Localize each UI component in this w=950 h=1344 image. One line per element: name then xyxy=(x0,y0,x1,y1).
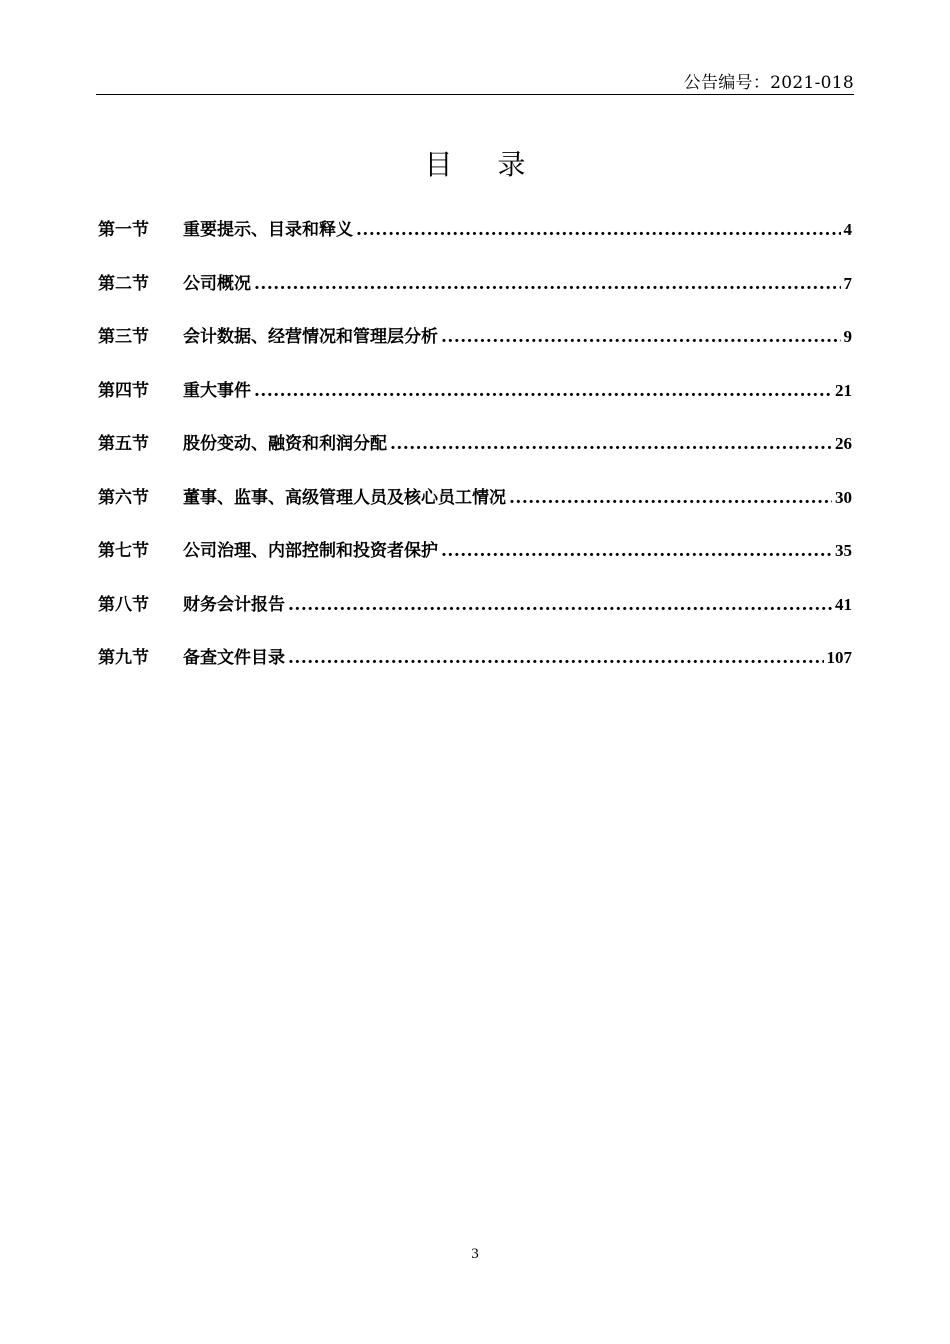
toc-dot-leader xyxy=(509,490,832,507)
toc-section-title: 重大事件 xyxy=(183,380,251,401)
toc-section-number: 第四节 xyxy=(98,380,149,401)
toc-entry-2[interactable] xyxy=(98,269,852,323)
toc-dot-leader xyxy=(390,436,832,453)
toc-section-number: 第一节 xyxy=(98,220,149,240)
toc-page-number: 4 xyxy=(843,220,852,239)
toc-section-number: 第八节 xyxy=(98,594,149,615)
toc-entry-8[interactable] xyxy=(98,590,852,644)
toc-section-title: 董事、监事、高级管理人员及核心员工情况 xyxy=(183,487,506,508)
toc-section-number: 第七节 xyxy=(98,541,149,561)
toc-list xyxy=(98,215,852,697)
toc-dot-leader xyxy=(356,222,841,239)
toc-page-number: 35 xyxy=(835,541,852,560)
announcement-number: 公告编号：2021-018 xyxy=(683,73,854,93)
toc-entry-5[interactable] xyxy=(98,429,852,483)
toc-section-title: 公司治理、内部控制和投资者保护 xyxy=(183,541,438,561)
toc-page-number: 30 xyxy=(835,487,852,507)
toc-entry-6[interactable] xyxy=(98,483,852,537)
toc-section-number: 第六节 xyxy=(98,487,149,508)
toc-entry-1[interactable] xyxy=(98,215,852,269)
toc-page-number: 21 xyxy=(835,380,852,400)
page-number: 3 xyxy=(471,1246,479,1262)
toc-title: 目 录 xyxy=(424,148,544,181)
toc-section-number: 第二节 xyxy=(98,273,149,294)
toc-page-number: 107 xyxy=(826,648,852,667)
toc-page-number: 7 xyxy=(843,273,852,293)
toc-entry-9[interactable] xyxy=(98,643,852,697)
toc-page-number: 41 xyxy=(835,594,852,614)
toc-page-number: 26 xyxy=(835,434,852,453)
toc-dot-leader xyxy=(288,650,824,667)
toc-page-number: 9 xyxy=(843,327,852,346)
toc-dot-leader xyxy=(441,543,832,560)
toc-dot-leader xyxy=(441,329,841,346)
toc-section-title: 公司概况 xyxy=(183,273,251,294)
toc-section-title: 会计数据、经营情况和管理层分析 xyxy=(183,327,438,347)
page-header xyxy=(96,66,854,95)
toc-entry-3[interactable] xyxy=(98,322,852,376)
toc-section-title: 重要提示、目录和释义 xyxy=(183,220,353,240)
toc-dot-leader xyxy=(254,276,841,293)
toc-section-title: 财务会计报告 xyxy=(183,594,285,615)
toc-section-number: 第三节 xyxy=(98,327,149,347)
toc-entry-7[interactable] xyxy=(98,536,852,590)
toc-entry-4[interactable] xyxy=(98,376,852,430)
toc-section-title: 备查文件目录 xyxy=(183,648,285,668)
toc-dot-leader xyxy=(288,597,832,614)
toc-section-title: 股份变动、融资和利润分配 xyxy=(183,434,387,454)
toc-section-number: 第九节 xyxy=(98,648,149,668)
toc-dot-leader xyxy=(254,383,832,400)
toc-section-number: 第五节 xyxy=(98,434,149,454)
